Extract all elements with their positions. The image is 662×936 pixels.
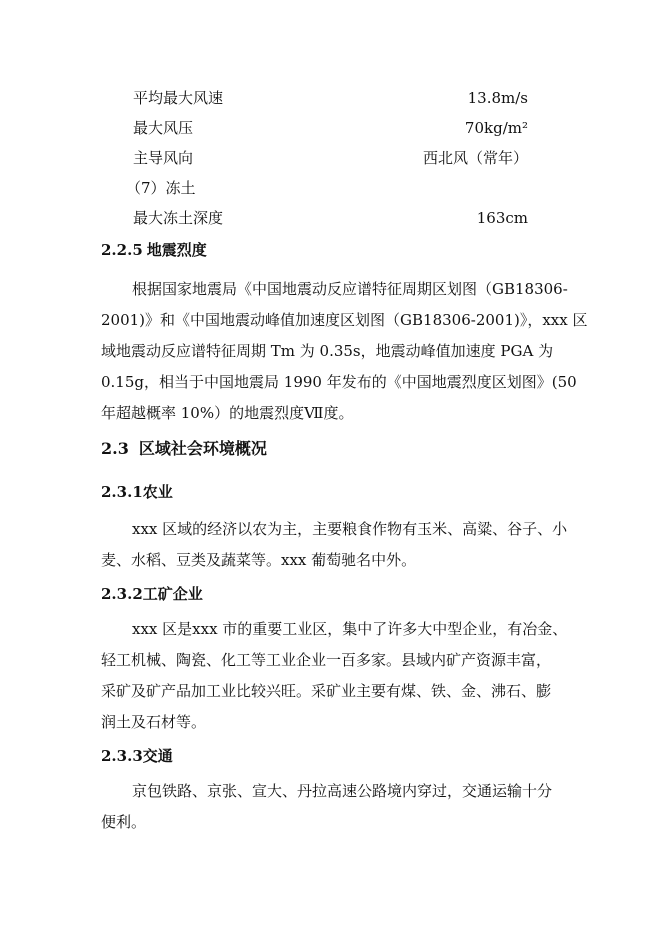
- section-225-title: 地震烈度: [146, 241, 207, 259]
- section-225-line: 0.15g，相当于中国地震局 1990 年发布的《中国地震烈度区划图》(50: [101, 373, 577, 391]
- section-232-paragraph: [101, 614, 571, 738]
- section-225-paragraph: [101, 274, 588, 429]
- section-233-line: 便利。: [101, 813, 147, 831]
- section-232-number: 2.3.2: [101, 585, 143, 603]
- section-232-title: 工矿企业: [142, 585, 203, 603]
- section-225-line: 年超越概率 10%）的地震烈度Ⅶ度。: [101, 404, 354, 422]
- frozen-soil-heading: （7）冻土: [126, 179, 196, 197]
- max-frost-depth-value: 163cm: [476, 209, 528, 227]
- section-225-heading: [101, 240, 207, 260]
- section-233-number: 2.3.3: [101, 747, 143, 765]
- section-225-line: 根据国家地震局《中国地震动反应谱特征周期区划图（GB18306-: [132, 280, 568, 298]
- section-225-line: 域地震动反应谱特征周期 Tm 为 0.35s，地震动峰值加速度 PGA 为: [101, 342, 554, 360]
- dominant-wind-label: 主导风向: [133, 149, 194, 167]
- section-231-line: 麦、水稻、豆类及蔬菜等。xxx 葡萄驰名中外。: [101, 551, 417, 569]
- max-wind-pressure-label: 最大风压: [133, 119, 194, 137]
- section-231-line: xxx 区域的经济以农为主，主要粮食作物有玉米、高粱、谷子、小: [132, 520, 568, 538]
- section-232-line: 轻工机械、陶瓷、化工等工业企业一百多家。县域内矿产资源丰富，: [101, 651, 552, 669]
- section-233-line: 京包铁路、京张、宣大、丹拉高速公路境内穿过，交通运输十分: [132, 782, 553, 800]
- max-frost-depth-label: 最大冻土深度: [133, 209, 224, 227]
- section-23-heading: [101, 438, 267, 460]
- section-231-heading: [101, 482, 173, 502]
- section-233-title: 交通: [142, 747, 173, 765]
- section-232-heading: [101, 584, 203, 604]
- section-225-number: 2.2.5: [101, 241, 143, 259]
- section-232-line: 采矿及矿产品加工业比较兴旺。采矿业主要有煤、铁、金、沸石、膨: [101, 682, 552, 700]
- avg-max-wind-value: 13.8m/s: [467, 89, 528, 107]
- section-231-number: 2.3.1: [101, 483, 143, 501]
- avg-max-wind-label: 平均最大风速: [133, 89, 224, 107]
- section-233-paragraph: [101, 776, 571, 838]
- section-232-line: 润土及石材等。: [101, 713, 207, 731]
- section-231-paragraph: [101, 514, 571, 576]
- dominant-wind-value: 西北风（常年）: [422, 149, 528, 167]
- section-231-title: 农业: [142, 483, 173, 501]
- max-wind-pressure-value: 70kg/m²: [464, 119, 528, 137]
- section-23-number: 2.3: [101, 439, 129, 458]
- section-233-heading: [101, 746, 173, 766]
- section-23-title: 区域社会环境概况: [138, 439, 267, 458]
- section-232-line: xxx 区是xxx 市的重要工业区，集中了许多大中型企业，有冶金、: [132, 620, 568, 638]
- section-225-line: 2001)》和《中国地震动峰值加速度区划图（GB18306-2001)》，xxx 区: [101, 311, 588, 329]
